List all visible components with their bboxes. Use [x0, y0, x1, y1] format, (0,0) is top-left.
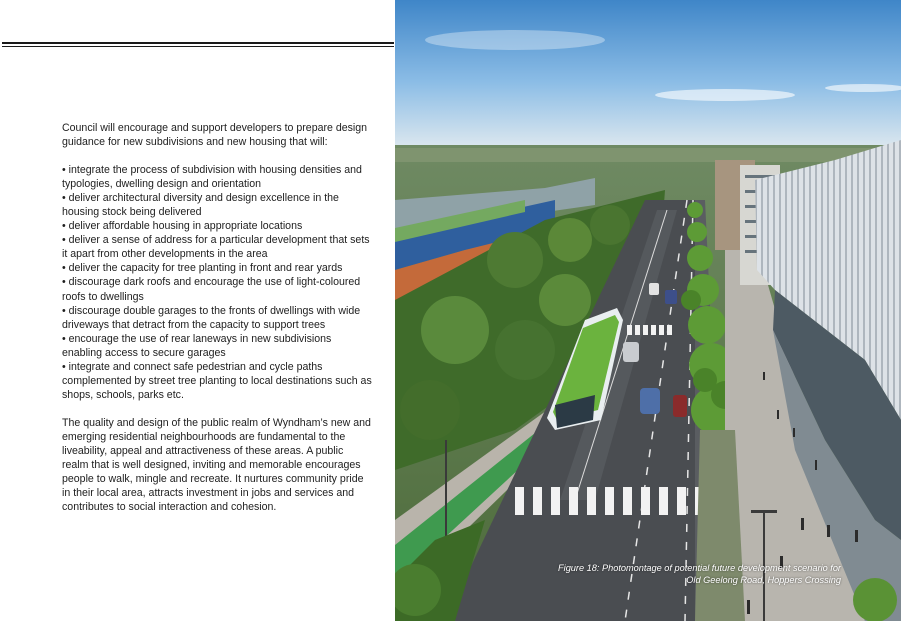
header-rule-thin — [2, 46, 394, 47]
figure-caption-line: Figure 18: Photomontage of potential future development scenario for — [558, 563, 841, 573]
intro-paragraph: Council will encourage and support developers to prepare design guidance for new subdivisions and new housing that will: — [62, 122, 368, 149]
photomontage-image — [395, 0, 901, 621]
bullet-item: • deliver affordable housing in appropriate locations — [62, 220, 303, 233]
text-page — [0, 0, 395, 621]
bullet-item: • integrate and connect safe pedestrian and cycle paths complemented by street tree planting to local destinations such as shops, schools, parks etc. — [62, 360, 372, 401]
closing-paragraph: The quality and design of the public realm of Wyndham’s new and emerging residential neighbourhoods are fundamental to the liveability, appeal and attractiveness of these areas. A public realm that is well designed, inviting and memorable encourages people to walk, mingle and recreate. It nurtures community pride in their local area, attracts investment in jobs and services and contributes to social interaction and cohesion. — [62, 416, 371, 514]
body-text — [62, 121, 372, 514]
bullet-item: • deliver a sense of address for a particular development that sets it apart from other developments in the area — [62, 234, 370, 261]
figure-caption-line: Old Geelong Road, Hoppers Crossing — [686, 574, 841, 585]
figure-caption — [511, 563, 841, 586]
bullet-list — [62, 163, 372, 402]
bullet-item: • integrate the process of subdivision with housing densities and typologies, dwelling design and orientation — [62, 164, 362, 191]
bullet-item: • encourage the use of rear laneways in new subdivisions enabling access to secure garages — [62, 332, 332, 359]
bullet-item: • discourage dark roofs and encourage the use of light-coloured roofs to dwellings — [62, 276, 361, 303]
bullet-item: • deliver the capacity for tree planting in front and rear yards — [62, 262, 343, 275]
bullet-item: • deliver architectural diversity and design excellence in the housing stock being delivered — [62, 192, 339, 219]
header-rule — [2, 42, 394, 44]
bullet-item: • discourage double garages to the fronts of dwellings with wide driveways that detract from the capacity to support trees — [62, 304, 361, 331]
